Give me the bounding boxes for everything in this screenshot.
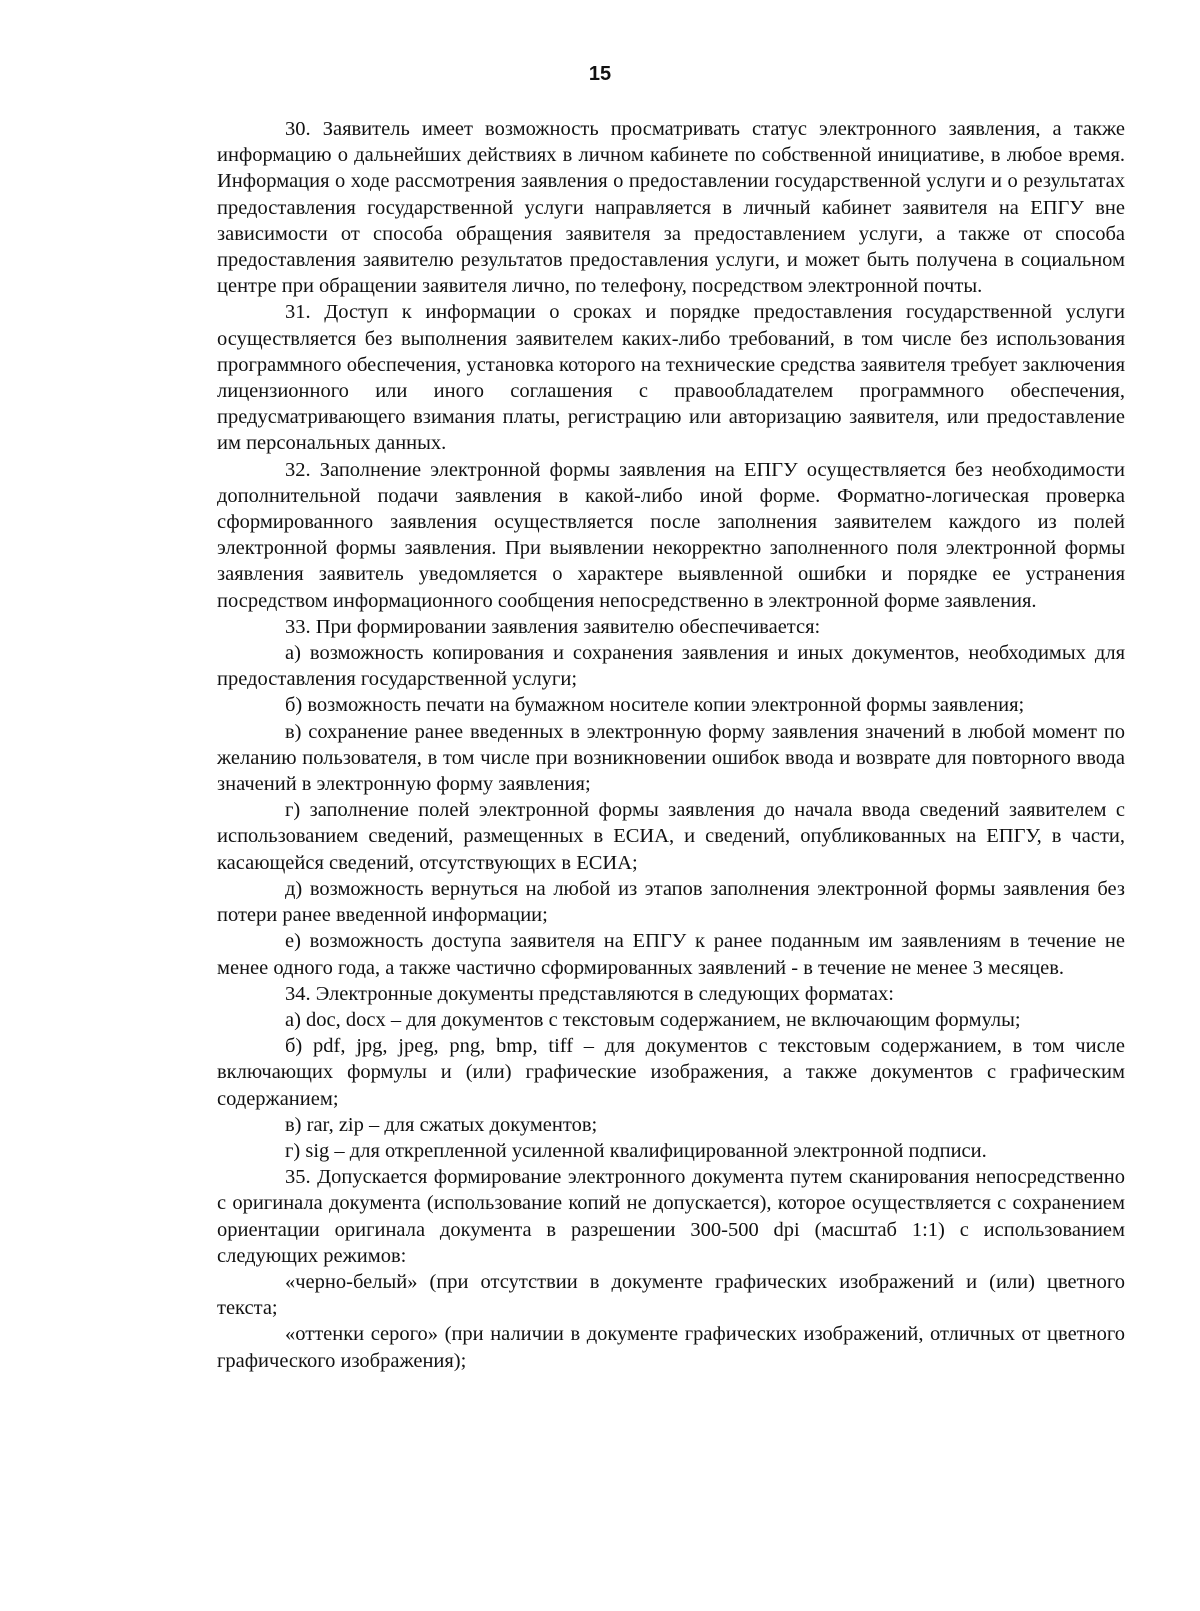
list-item-33d: д) возможность вернуться на любой из этапов заполнения электронной формы заявления без потери ранее введенной информации; xyxy=(217,877,1125,927)
paragraph-31: 31. Доступ к информации о сроках и порядке предоставления государственной услуги осуществляется без выполнения заявителем каких-либо требований, в том числе без использования программного обеспечения, установка которого на технические средства заявителя требует заключения лицензионного или иного соглашения с правообладателем программного обеспечения, предусматривающего взимания платы, регистрацию или авторизацию заявителя, или предоставление им персональных данных. xyxy=(217,301,1125,455)
list-item-34g: г) sig – для открепленной усиленной квалифицированной электронной подписи. xyxy=(285,1139,987,1162)
paragraph-30: 30. Заявитель имеет возможность просматривать статус электронного заявления, а также информацию о дальнейших действиях в личном кабинете по собственной инициативе, в любое время. Информация о ходе рассмотрения заявления о предоставлении государственной услуги и о результатах предоставления государственной услуги направляется в личный кабинет заявителя на ЕПГУ вне зависимости от способа обращения заявителя за предоставлением услуги, а также от способа предоставления заявителю результатов предоставления услуги, и может быть получена в социальном центре при обращении заявителя лично, по телефону, посредством электронной почты. xyxy=(217,118,1125,298)
paragraph-35: 35. Допускается формирование электронного документа путем сканирования непосредственно с оригинала документа (использование копий не допускается), которое осуществляется с сохранением ориентации оригинала документа в разрешении 300-500 dpi (масштаб 1:1) с использованием следующих режимов: xyxy=(217,1166,1125,1267)
list-item-33b: б) возможность печати на бумажном носителе копии электронной формы заявления; xyxy=(285,694,1025,717)
list-item-33e: е) возможность доступа заявителя на ЕПГУ к ранее поданным им заявлениям в течение не менее одного года, а также частично сформированных заявлений - в течение не менее 3 месяцев. xyxy=(217,930,1125,979)
paragraph-33: 33. При формировании заявления заявителю обеспечивается: xyxy=(285,615,821,638)
list-item-33a: а) возможность копирования и сохранения заявления и иных документов, необходимых для предоставления государственной услуги; xyxy=(217,642,1125,691)
list-item-33v: в) сохранение ранее введенных в электронную форму заявления значений в любой момент по желанию пользователя, в том числе при возникновении ошибок ввода и возврате для повторного ввода значений в электронную форму заявления; xyxy=(217,720,1125,796)
scan-mode-grayscale: «оттенки серого» (при наличии в документе графических изображений, отличных от цветного графического изображения); xyxy=(217,1323,1125,1372)
list-item-33g: г) заполнение полей электронной формы заявления до начала ввода сведений заявителем с использованием сведений, размещенных в ЕСИА, и сведений, опубликованных на ЕПГУ, в части, касающейся сведений, отсутствующих в ЕСИА; xyxy=(217,799,1125,874)
list-item-34v: в) rar, zip – для сжатых документов; xyxy=(285,1113,598,1136)
scan-mode-black-white: «черно-белый» (при отсутствии в документе графических изображений и (или) цветного текста; xyxy=(217,1270,1125,1320)
list-item-34b: б) pdf, jpg, jpeg, png, bmp, tiff – для документов с текстовым содержанием, в том числе включающих формулы и (или) графические изображения, а также документов с графическим содержанием; xyxy=(217,1035,1125,1110)
list-item-34a: а) doc, docx – для документов с текстовым содержанием, не включающим формулы; xyxy=(285,1008,1021,1031)
document-body xyxy=(217,116,1125,1374)
paragraph-34: 34. Электронные документы представляются в следующих форматах: xyxy=(285,982,894,1005)
paragraph-32: 32. Заполнение электронной формы заявления на ЕПГУ осуществляется без необходимости дополнительной подачи заявления в какой-либо иной форме. Форматно-логическая проверка сформированного заявления осуществляется после заполнения заявителем каждого из полей электронной формы заявления. При выявлении некорректно заполненного поля электронной формы заявления заявитель уведомляется о характере выявленной ошибки и порядке ее устранения посредством информационного сообщения непосредственно в электронной форме заявления. xyxy=(217,458,1125,612)
page-number: 15 xyxy=(588,63,612,85)
